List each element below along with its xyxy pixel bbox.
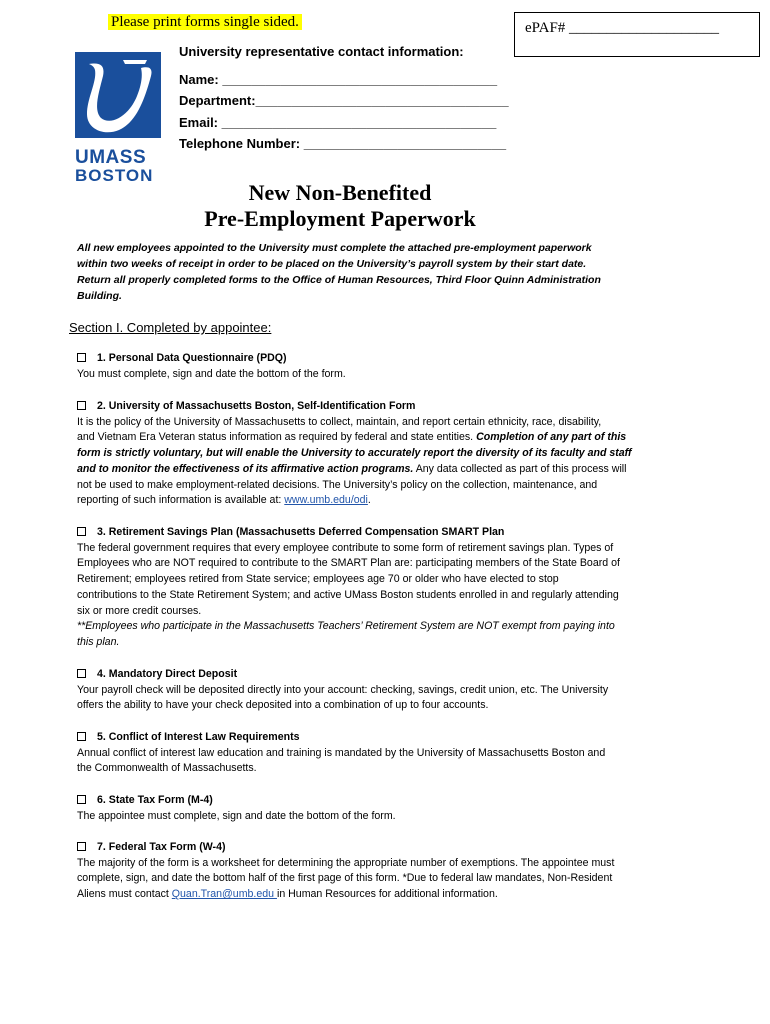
item-heading: 3. Retirement Savings Plan (Massachusetts Deferred Compensation SMART Plan <box>97 526 505 538</box>
list-item-retirement-plan <box>77 525 673 651</box>
item-heading: 4. Mandatory Direct Deposit <box>97 668 238 680</box>
contact-department-field[interactable]: Department:___________________________________ <box>179 93 509 108</box>
intro-line: Return all properly completed forms to the Office of Human Resources, Third Floor Quinn Administration <box>77 274 601 286</box>
checkbox[interactable] <box>77 401 86 410</box>
item-line: Your payroll check will be deposited directly into your account: checking, savings, credit union, etc. The University <box>77 683 609 696</box>
item-line: **Employees who participate in the Massachusetts Teachers’ Retirement System are NOT exempt from paying into <box>77 620 615 633</box>
item-line: contributions to the State Retirement System; and active UMass Boston students enrolled in and regularly attending <box>77 588 619 601</box>
item-line: offers the ability to have your check deposited into a combination of up to four accounts. <box>77 699 489 712</box>
item-line: this plan. <box>77 635 120 648</box>
item-body: The appointee must complete, sign and date the bottom of the form. <box>77 809 396 822</box>
intro-paragraph <box>77 240 637 304</box>
list-item-direct-deposit <box>77 667 673 714</box>
item-line: Employees who are NOT required to contribute to the SMART Plan are: participating members of the State Board of <box>77 557 620 570</box>
list-item-conflict-of-interest <box>77 730 673 777</box>
item-line: The federal government requires that every employee contribute to some form of retirement savings plan. Types of <box>77 541 614 554</box>
intro-line: within two weeks of receipt in order to be placed on the University’s payroll system by their start date. <box>77 258 587 270</box>
checkbox[interactable] <box>77 795 86 804</box>
list-item-pdq <box>77 351 673 382</box>
item-line: not be used to make employment-related decisions. The University’s policy on the collection, maintenance, and <box>77 478 598 491</box>
print-notice: Please print forms single sided. <box>108 13 302 31</box>
item-line: the Commonwealth of Massachusetts. <box>77 762 257 775</box>
section-title: Section I. Completed by appointee: <box>69 320 272 335</box>
item-line: Retirement; employees retired from State service; employees age 70 or older who have elected to stop <box>77 573 559 586</box>
epaf-box <box>514 12 760 57</box>
item-heading: 6. State Tax Form (M-4) <box>97 794 213 806</box>
checkbox[interactable] <box>77 669 86 678</box>
odi-link[interactable]: www.umb.edu/odi <box>284 494 368 507</box>
item-line: six or more credit courses. <box>77 604 202 617</box>
item-line: The majority of the form is a worksheet for determining the appropriate number of exemptions. The appointee must <box>77 856 615 869</box>
logo-boston-text: BOSTON <box>75 166 154 185</box>
list-item-state-tax <box>77 793 673 824</box>
item-body: You must complete, sign and date the bottom of the form. <box>77 367 346 380</box>
item-line: Annual conflict of interest law education and training is mandated by the University of Massachusetts Boston and <box>77 746 606 759</box>
intro-line: All new employees appointed to the University must complete the attached pre-employment paperwork <box>77 242 592 254</box>
item-heading: 7. Federal Tax Form (W-4) <box>97 841 226 853</box>
epaf-label: ePAF# ____________________ <box>525 20 720 36</box>
umass-u-icon <box>75 52 161 138</box>
checkbox[interactable] <box>77 527 86 536</box>
hr-email-link[interactable]: Quan.Tran@umb.edu <box>171 888 277 901</box>
list-item-self-identification <box>77 399 673 509</box>
item-heading: 2. University of Massachusetts Boston, Self-Identification Form <box>97 400 416 412</box>
item-heading: 5. Conflict of Interest Law Requirements <box>97 731 300 743</box>
list-item-federal-tax <box>77 840 673 903</box>
page-title-line2: Pre-Employment Paperwork <box>204 206 476 231</box>
intro-line: Building. <box>77 290 122 302</box>
page-title-line1: New Non-Benefited <box>248 180 432 205</box>
contact-title: University representative contact information: <box>179 44 464 59</box>
item-line: and to monitor the effectiveness of its affirmative action programs. Any data collected as part of this process will <box>77 462 627 475</box>
item-line: complete, sign, and date the bottom half of the first page of this form. *Due to federal law mandates, Non-Resident <box>77 872 613 885</box>
item-line: Aliens must contact Quan.Tran@umb.edu in Human Resources for additional information. <box>77 888 498 901</box>
contact-telephone-field[interactable]: Telephone Number: ____________________________ <box>179 136 507 151</box>
contact-name-field[interactable]: Name: ______________________________________ <box>179 72 498 87</box>
item-heading: 1. Personal Data Questionnaire (PDQ) <box>97 352 287 364</box>
item-line: and Vietnam Era Veteran status information as required by federal and state entities. Completion of any part of this <box>77 431 627 444</box>
umass-boston-logo <box>75 52 161 185</box>
checkbox[interactable] <box>77 732 86 741</box>
contact-email-field[interactable]: Email: ______________________________________ <box>179 115 497 130</box>
item-line: form is strictly voluntary, but will enable the University to accurately report the diversity of its faculty and staff <box>77 447 632 460</box>
checkbox[interactable] <box>77 353 86 362</box>
item-line: It is the policy of the University of Massachusetts to collect, maintain, and report certain ethnicity, race, disability, <box>77 415 602 428</box>
checkbox[interactable] <box>77 842 86 851</box>
item-line: reporting of such information is available at: www.umb.edu/odi. <box>77 494 371 507</box>
logo-umass-text: UMASS <box>75 147 147 168</box>
